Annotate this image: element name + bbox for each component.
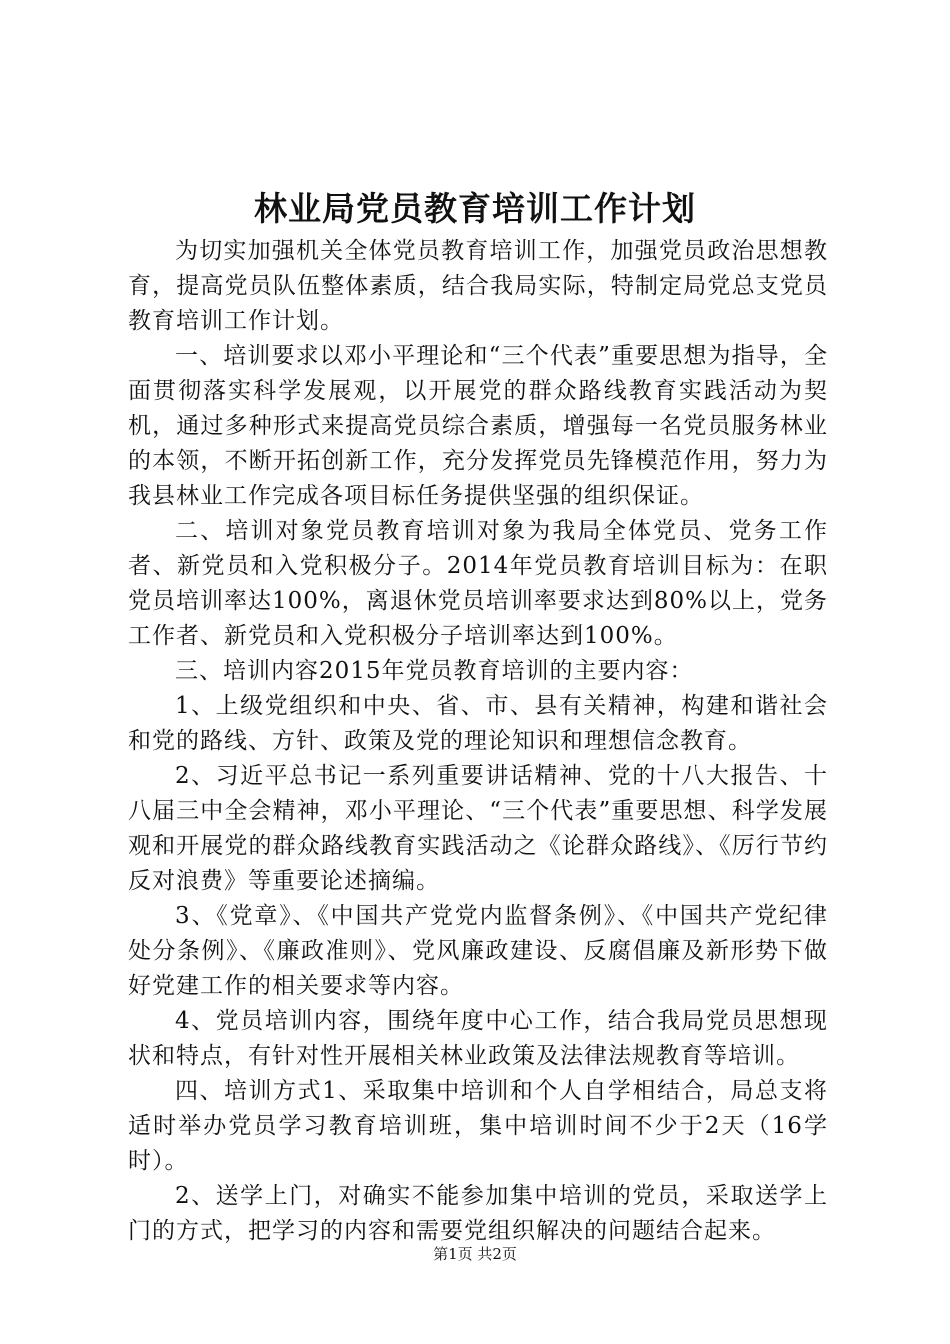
paragraph-content-item-1: 1、上级党组织和中央、省、市、县有关精神，构建和谐社会和党的路线、方针、政策及党的理论知识和理想信念教育。 bbox=[128, 693, 828, 754]
document-body bbox=[128, 234, 828, 1249]
page-number-footer: 第1页 共2页 bbox=[433, 1245, 517, 1263]
paragraph-training-targets: 二、培训对象党员教育培训对象为我局全体党员、党务工作者、新党员和入党积极分子。2014年党员教育培训目标为：在职党员培训率达100%，离退休党员培训率要求达到80%以上，党务工作者、新党员和入党积极分子培训率达到100%。 bbox=[128, 518, 828, 649]
paragraph-training-methods: 四、培训方式1、采取集中培训和个人自学相结合，局总支将适时举办党员学习教育培训班，集中培训时间不少于2天（16学时）。 bbox=[128, 1078, 828, 1174]
paragraph-content-item-2: 2、习近平总书记一系列重要讲话精神、党的十八大报告、十八届三中全会精神，邓小平理论、“三个代表”重要思想、科学发展观和开展党的群众路线教育实践活动之《论群众路线》、《厉行节约反对浪费》等重要论述摘编。 bbox=[128, 763, 828, 894]
paragraph-training-requirements: 一、培训要求以邓小平理论和“三个代表”重要思想为指导，全面贯彻落实科学发展观，以开展党的群众路线教育实践活动为契机，通过多种形式来提高党员综合素质，增强每一名党员服务林业的本领，不断开拓创新工作，充分发挥党员先锋模范作用，努力为我县林业工作完成各项目标任务提供坚强的组织保证。 bbox=[128, 343, 828, 509]
paragraph-content-item-4: 4、党员培训内容，围绕年度中心工作，结合我局党员思想现状和特点，有针对性开展相关林业政策及法律法规教育等培训。 bbox=[128, 1008, 828, 1069]
document-title: 林业局党员教育培训工作计划 bbox=[254, 189, 696, 228]
paragraph-method-item-2: 2、送学上门，对确实不能参加集中培训的党员，采取送学上门的方式，把学习的内容和需要党组织解决的问题结合起来。 bbox=[128, 1183, 828, 1244]
paragraph-training-content-heading: 三、培训内容2015年党员教育培训的主要内容： bbox=[175, 658, 694, 684]
paragraph-intro: 为切实加强机关全体党员教育培训工作，加强党员政治思想教育，提高党员队伍整体素质，结合我局实际，特制定局党总支党员教育培训工作计划。 bbox=[128, 238, 828, 334]
paragraph-content-item-3: 3、《党章》、《中国共产党党内监督条例》、《中国共产党纪律处分条例》、《廉政准则》、党风廉政建设、反腐倡廉及新形势下做好党建工作的相关要求等内容。 bbox=[128, 903, 828, 999]
